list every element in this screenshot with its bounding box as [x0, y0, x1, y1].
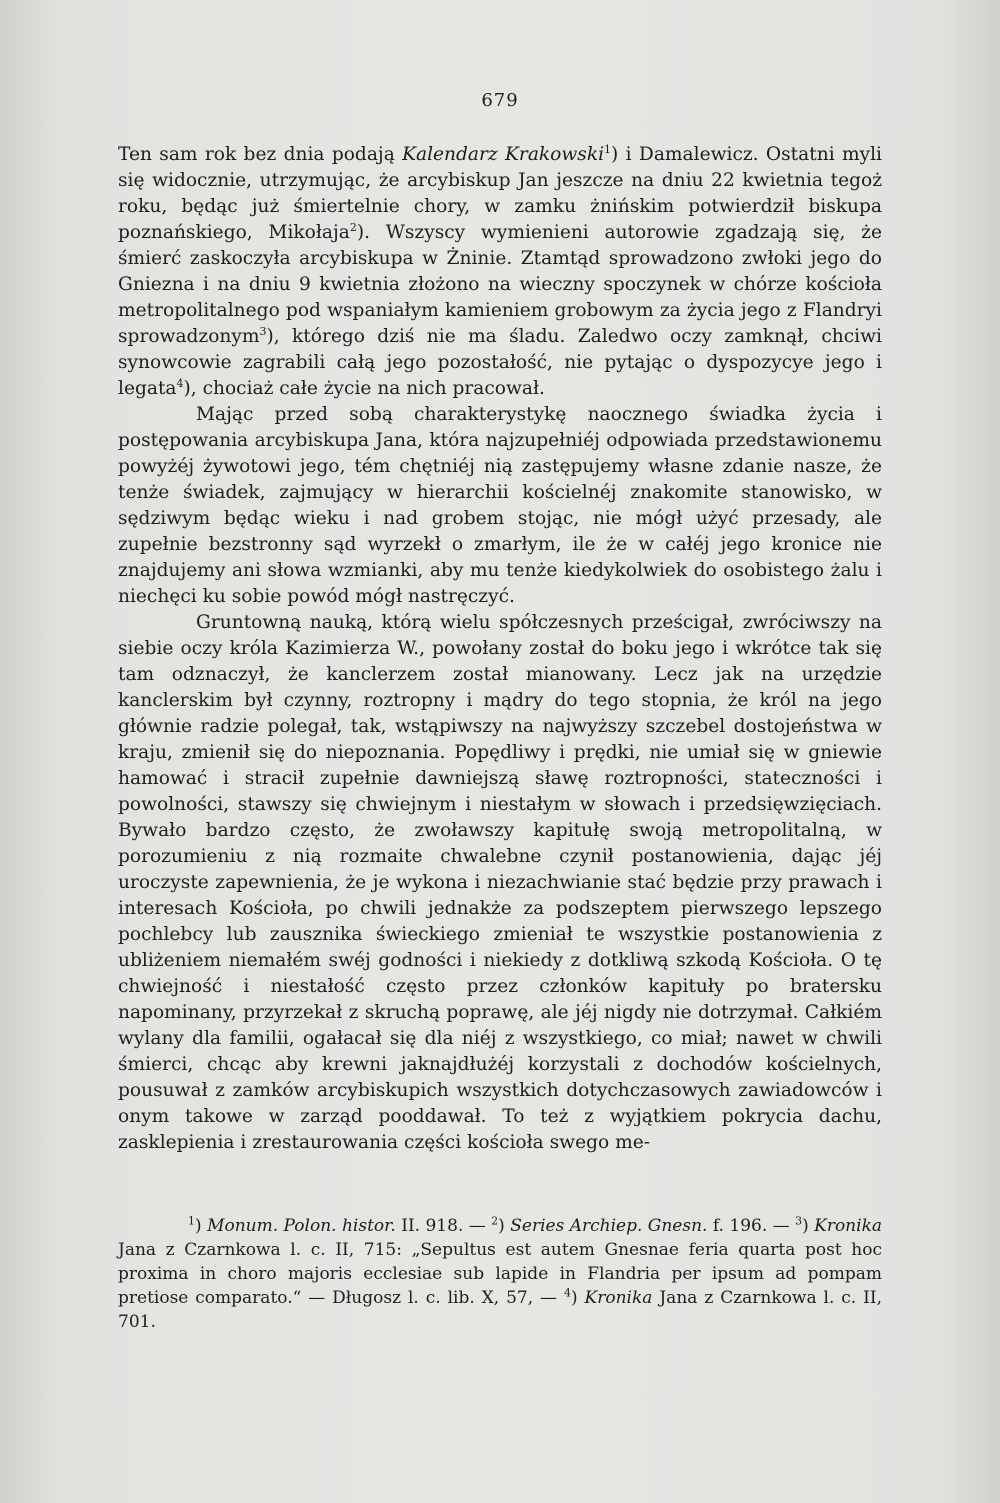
- paragraph-3: [118, 610, 882, 1156]
- footnote-marker: 3: [259, 324, 267, 338]
- text-run: ): [570, 1288, 585, 1308]
- text-run: ) i Damalewicz. Ostatni myli się widocznie, utrzymując, że arcybiskup Jan jeszcze na dniu 22 kwietnia tegoż roku, będąc już śmiertelnie chory, w zamku żnińskim potwierdził biskupa poznańskiego, Mikołaja: [118, 144, 883, 243]
- footnote-marker: 2: [349, 220, 357, 234]
- text-run: ): [802, 1216, 815, 1236]
- text-run: ), którego dziś nie ma śladu. Zaledwo oczy zamknął, chciwi synowcowie zagrabili całą jego pozostałość, nie pytając o dyspozycye jego i legata: [118, 326, 882, 399]
- text-run: Jana z Czarnkowa l. c. II, 715: „Sepultus est autem Gnesnae feria quarta post hoc proxima in choro majoris ecclesiae sub lapide in Flandria per ipsum ad pompam pretiose comparato.“ — Długosz l. c. lib. X, 57, —: [118, 1240, 882, 1308]
- italic-text: Kalendarz Krakowski: [402, 144, 605, 165]
- italic-text: Kronika: [584, 1288, 653, 1308]
- text-run: ): [498, 1216, 511, 1236]
- text-run: II. 918. —: [395, 1216, 492, 1236]
- body-text: [118, 142, 882, 1156]
- text-run: f. 196. —: [707, 1216, 796, 1236]
- text-run: ). Wszyscy wymienieni autorowie zgadzają się, że śmierć zaskoczyła arcybiskupa w Żninie. Ztamtąd sprowadzono zwłoki jego do Gniezna i na dniu 9 kwietnia złożono na wieczny spoczynek w chórze kościoła metropolitalnego pod wspaniałym kamieniem grobowym za życia jego z Flandryi sprowadzonym: [118, 222, 882, 347]
- footnote-marker: 2: [491, 1214, 499, 1228]
- footnote-marker: 3: [795, 1214, 803, 1228]
- paragraph-2: [118, 402, 882, 610]
- text-run: Gruntowną nauką, którą wielu spółczesnych prześcigał, zwróciwszy na siebie oczy króla Kazimierza W., powołany został do boku jego i wkrótce tak się tam odznaczył, że kanclerzem został mianowany. Lecz jak na urzędzie kanclerskim był czynny, roztropny i mądry do tego stopnia, że król na jego głównie radzie polegał, tak, wstąpiwszy na najwyższy szczebel dostojeństwa w kraju, zmienił się do niepoznania. Popędliwy i prędki, nie umiał się w gniewie hamować i stracił zupełnie dawniejszą sławę roztropności, stateczności i powolności, stawszy się chwiejnym i niestałym w słowach i przedsięwzięciach. Bywało bardzo często, że zwoławszy kapitułę swoją metropolitalną, w porozumieniu z nią rozmaite chwalebne czynił postanowienia, dając jéj uroczyste zapewnienia, że je wykona i niezachwianie stać będzie przy prawach i interesach Kościoła, po chwili jednakże za podszeptem pierwszego lepszego pochlebcy lub zausznika świeckiego zmieniał te wszystkie postanowienia z ubliżeniem niemałém swéj godności i niekiedy z dotkliwą szkodą Kościoła. O tę chwiejność i niestałość często przez członków kapituły po bratersku napominany, przyrzekał z skruchą poprawę, ale jéj nigdy nie dotrzymał. Całkiém wylany dla familii, ogałacał się dla niéj z wszystkiego, co miał; nawet w chwili śmierci, chcąc aby krewni jaknajdłużéj korzystali z dochodów kościelnych, pousuwał z zamków arcybiskupich wszystkich dotychczasowych zawiadowców i onym takowe w zarząd pooddawał. To też z wyjątkiem pokrycia dachu, zasklepienia i zrestaurowania części kościoła swego me-: [118, 612, 882, 1153]
- text-run: Ten sam rok bez dnia podają: [118, 144, 403, 165]
- footnote-marker: 1: [604, 142, 612, 156]
- footnote-marker: 4: [176, 376, 184, 390]
- paragraph-1: [118, 142, 882, 402]
- italic-text: Monum. Polon. histor.: [207, 1216, 396, 1236]
- text-run: Jana z Czarnkowa l. c. II, 701.: [118, 1288, 882, 1332]
- page-number: 679: [481, 90, 519, 111]
- footnote-block: [118, 1214, 882, 1334]
- text-run: ): [195, 1216, 208, 1236]
- italic-text: Kronika: [814, 1216, 883, 1236]
- italic-text: Series Archiep. Gnesn.: [510, 1216, 708, 1236]
- footnotes: [118, 1214, 882, 1334]
- text-run: ), chociaż całe życie na nich pracował.: [183, 378, 545, 399]
- text-run: Mając przed sobą charakterystykę naocznego świadka życia i postępowania arcybiskupa Jana, która najzupełniéj odpowiada przedstawionemu powyżéj żywotowi jego, tém chętniéj nią zastępujemy własne zdanie nasze, że tenże świadek, zajmujący w hierarchii kościelnéj znakomite stanowisko, w sędziwym będąc wieku i nad grobem stojąc, nie mógł użyć przesady, ale zupełnie bezstronny sąd wyrzekł o zmarłym, ile że w całéj jego kronice nie znajdujemy ani słowa wzmianki, aby mu tenże kiedykolwiek do osobistego żalu i niechęci ku sobie powód mógł nastręczyć.: [118, 404, 882, 607]
- footnote-marker: 1: [188, 1214, 195, 1228]
- footnote-marker: 4: [563, 1286, 571, 1300]
